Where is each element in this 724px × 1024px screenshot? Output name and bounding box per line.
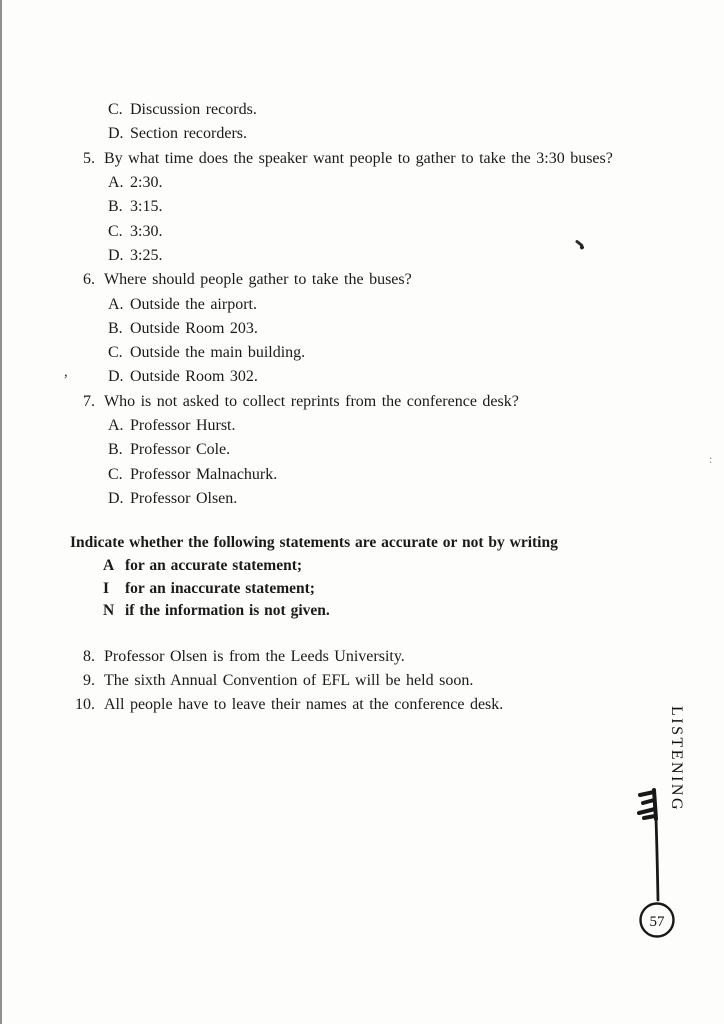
option-row — [0, 341, 700, 365]
statement-number: 8. — [83, 648, 95, 666]
question-number: 5. — [83, 149, 95, 167]
key-text: if the information is not given. — [125, 601, 330, 619]
key-letter: A — [103, 557, 115, 575]
option-text: 3:25. — [130, 246, 163, 264]
question-row — [0, 147, 700, 171]
option-row — [0, 438, 700, 462]
option-letter: C. — [108, 222, 123, 240]
option-row — [0, 122, 700, 146]
instruction-key-row — [70, 555, 558, 577]
option-letter: A. — [108, 174, 124, 192]
scan-artifact-comma: , — [64, 364, 68, 380]
option-letter: A. — [108, 417, 124, 434]
option-row — [0, 195, 700, 219]
instruction-key-row — [70, 600, 558, 622]
option-row — [0, 414, 700, 438]
option-letter: B. — [108, 319, 123, 337]
statement-text: Professor Olsen is from the Leeds University. — [104, 648, 405, 666]
option-row — [0, 171, 700, 195]
option-row — [0, 98, 700, 122]
option-row — [0, 365, 700, 389]
option-letter: B. — [108, 441, 123, 459]
option-row — [0, 244, 700, 268]
option-letter: B. — [108, 198, 123, 216]
option-text: Professor Hurst. — [130, 417, 236, 434]
option-row — [0, 292, 700, 316]
option-text: Outside Room 302. — [130, 368, 258, 386]
instruction-key-row — [70, 577, 558, 599]
option-row — [0, 317, 700, 341]
statement-row — [0, 645, 700, 669]
instructions-block — [70, 531, 558, 622]
key-text: for an accurate statement; — [125, 557, 303, 575]
question-text: Where should people gather to take the buses? — [104, 271, 412, 289]
instructions-heading: Indicate whether the following statements are accurate or not by writing — [70, 534, 558, 551]
option-text: Professor Malnachurk. — [130, 465, 278, 483]
option-letter: D. — [108, 125, 124, 143]
option-letter: A. — [108, 295, 124, 313]
option-text: Outside Room 203. — [130, 319, 258, 337]
option-letter: C. — [108, 101, 123, 119]
option-text: Section recorders. — [130, 125, 248, 143]
option-text: Outside the airport. — [130, 295, 257, 313]
scan-artifact-colon: : — [709, 452, 713, 466]
statement-number: 9. — [83, 672, 95, 690]
option-row — [0, 487, 700, 511]
statement-text: All people have to leave their names at the conference desk. — [104, 696, 504, 714]
statement-number: 10. — [75, 696, 95, 714]
question-row — [0, 390, 700, 414]
question-number: 7. — [83, 392, 95, 410]
key-ornament-icon — [632, 782, 684, 948]
option-text: 3:30. — [130, 222, 163, 240]
option-text: Professor Olsen. — [130, 489, 238, 507]
statements-section — [0, 645, 700, 718]
option-row — [0, 219, 700, 243]
option-text: 3:15. — [130, 198, 163, 216]
option-text: Discussion records. — [130, 101, 257, 119]
key-letter: I — [103, 579, 110, 597]
statement-row — [0, 693, 700, 717]
option-letter: C. — [108, 465, 123, 483]
option-text: Professor Cole. — [130, 441, 231, 459]
question-text: Who is not asked to collect reprints from the conference desk? — [104, 392, 519, 410]
section-label-vertical: LISTENING — [668, 706, 685, 813]
key-text: for an inaccurate statement; — [125, 579, 315, 597]
option-text: 2:30. — [130, 174, 163, 192]
statement-row — [0, 669, 700, 693]
key-letter: N — [103, 601, 115, 619]
option-text: Outside the main building. — [130, 344, 306, 362]
statement-text: The sixth Annual Convention of EFL will be held soon. — [104, 672, 474, 690]
question-text: By what time does the speaker want people to gather to take the 3:30 buses? — [104, 149, 613, 167]
question-number: 6. — [83, 271, 95, 289]
page-number: 57 — [649, 914, 665, 930]
option-row — [0, 462, 700, 486]
question-row — [0, 268, 700, 292]
option-letter: C. — [108, 344, 123, 362]
questions-section — [0, 98, 700, 511]
option-letter: D. — [108, 246, 124, 264]
option-letter: D. — [108, 368, 124, 386]
option-letter: D. — [108, 489, 124, 507]
